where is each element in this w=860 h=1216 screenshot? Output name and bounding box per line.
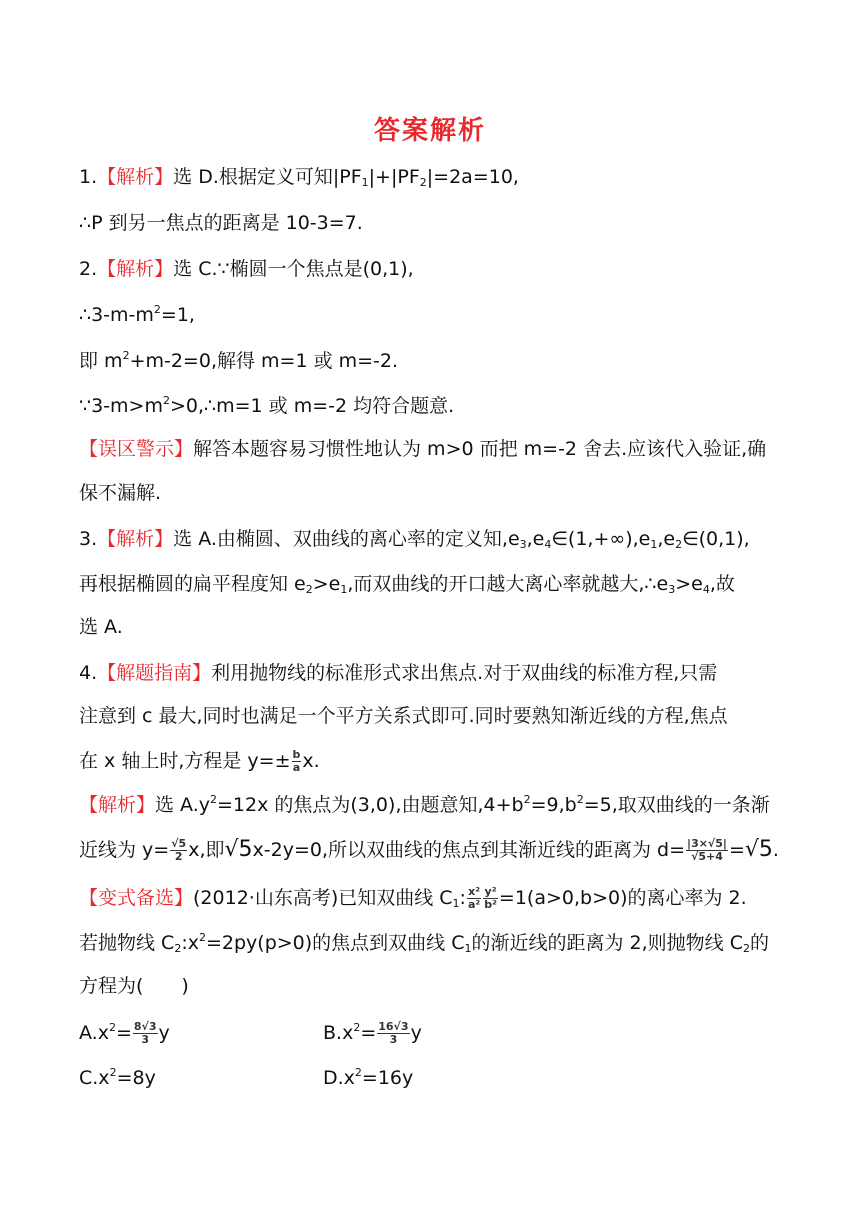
variant-sub: 2 <box>742 942 750 955</box>
q2-line-1 <box>79 256 414 282</box>
option-text: =16y <box>361 1067 414 1089</box>
q3-tag: 【解析】 <box>97 528 174 550</box>
q4-solution-tag: 【解析】 <box>79 794 156 816</box>
fraction-denominator: b² <box>484 898 497 911</box>
option-text: y <box>158 1022 170 1044</box>
variant-line-1 <box>79 885 747 911</box>
q4-sup: 2 <box>523 793 531 806</box>
option-text: = <box>115 1022 132 1044</box>
q2-tag: 【解析】 <box>97 258 174 280</box>
q4-text: = <box>728 839 745 861</box>
q2-line-2 <box>79 302 195 328</box>
q1-number: 1. <box>79 166 98 188</box>
option-b <box>323 1020 422 1046</box>
variant-text: : <box>459 887 466 909</box>
sqrt5: √5 <box>224 837 253 862</box>
q3-number: 3. <box>79 528 98 550</box>
q4-solution-line-1 <box>79 792 770 818</box>
q3-sub: 3 <box>519 538 527 551</box>
q1-sub: 2 <box>419 176 427 189</box>
q1-text: |+|PF <box>368 166 420 188</box>
q2-text: ∴3-m-m <box>79 304 154 326</box>
fraction-distance <box>686 838 728 863</box>
q3-sub: 4 <box>702 583 710 596</box>
option-text: B.x <box>323 1022 354 1044</box>
fraction-b-over-a <box>292 749 302 774</box>
fraction-numerator: x² <box>468 885 481 898</box>
variant-text: =1(a>0,b>0)的离心率为 2. <box>498 887 747 909</box>
fraction-denominator: 3 <box>141 1033 150 1046</box>
q1-text: |=2a=10, <box>426 166 519 188</box>
option-a <box>79 1020 170 1046</box>
q3-text: ,e <box>526 528 545 550</box>
q3-text: ,e <box>657 528 676 550</box>
q4-text: x-2y=0,所以双曲线的焦点到其渐近线的距离为 d= <box>252 839 686 861</box>
q2-text: 选 C.∵椭圆一个焦点是(0,1), <box>173 258 414 280</box>
fraction-denominator: 3 <box>389 1033 398 1046</box>
q1-tag: 【解析】 <box>97 166 174 188</box>
option-sup: 2 <box>108 1021 116 1034</box>
q4-text: . <box>772 839 779 861</box>
q2-text: +m-2=0,解得 m=1 或 m=-2. <box>129 350 399 372</box>
q2-line-3 <box>79 348 398 374</box>
option-sup: 2 <box>109 1066 117 1079</box>
variant-sup: 2 <box>198 931 206 944</box>
option-text: =8y <box>116 1067 156 1089</box>
q4-line-3 <box>79 748 320 774</box>
q2-warning-line-2: 保不漏解. <box>79 482 162 504</box>
q2-sup: 2 <box>162 394 170 407</box>
q1-line-1 <box>79 164 519 190</box>
q3-text: 选 A.由椭圆、双曲线的离心率的定义知,e <box>173 528 520 550</box>
q2-line-4 <box>79 393 454 419</box>
q4-sup: 2 <box>576 793 584 806</box>
q2-sup: 2 <box>122 349 130 362</box>
variant-sub: 1 <box>452 897 460 910</box>
q1-sub: 1 <box>361 176 369 189</box>
option-text: A.x <box>79 1022 109 1044</box>
q4-text: =12x 的焦点为(3,0),由题意知,4+b <box>217 794 524 816</box>
option-text: = <box>360 1022 377 1044</box>
q4-sup: 2 <box>210 793 218 806</box>
warning-text: 解答本题容易习惯性地认为 m>0 而把 m=-2 舍去.应该代入验证,确 <box>193 438 767 460</box>
q4-text: x. <box>302 750 320 772</box>
fraction-numerator: 8√3 <box>133 1020 157 1033</box>
q2-sup: 2 <box>153 303 161 316</box>
q4-text: 在 x 轴上时,方程是 y=± <box>79 750 291 772</box>
warning-tag: 【误区警示】 <box>79 438 194 460</box>
q3-sub: 1 <box>340 583 348 596</box>
q2-text: =1, <box>160 304 195 326</box>
q4-text: =9,b <box>530 794 577 816</box>
fraction-root5-over-2 <box>170 838 187 863</box>
q3-text: ,故 <box>709 573 735 595</box>
q3-text: 再根据椭圆的扁平程度知 e <box>79 573 306 595</box>
q4-text: 利用抛物线的标准形式求出焦点.对于双曲线的标准方程,只需 <box>211 662 718 684</box>
option-text: C.x <box>79 1067 110 1089</box>
option-sup: 2 <box>354 1066 362 1079</box>
q1-text: 选 D.根据定义可知|PF <box>173 166 362 188</box>
fraction-x2-a2 <box>467 886 481 911</box>
option-c <box>79 1065 156 1091</box>
fraction-y2-b2 <box>483 886 498 911</box>
q4-line-1 <box>79 660 717 686</box>
q3-text: >e <box>312 573 341 595</box>
variant-text: :x <box>181 932 199 954</box>
q4-text: 选 A.y <box>155 794 211 816</box>
option-text: D.x <box>323 1067 355 1089</box>
option-d <box>323 1065 413 1091</box>
q2-number: 2. <box>79 258 98 280</box>
q3-text: >e <box>675 573 703 595</box>
q4-text: =5,取双曲线的一条渐 <box>583 794 770 816</box>
fraction-8root3-over-3 <box>133 1021 158 1046</box>
option-sup: 2 <box>353 1021 361 1034</box>
q2-warning-line-1 <box>79 436 766 462</box>
fraction-denominator: a <box>292 761 301 774</box>
fraction-numerator: √5 <box>171 837 187 850</box>
variant-line-3: 方程为( ) <box>79 975 189 997</box>
q2-text: >0,∴m=1 或 m=-2 均符合题意. <box>169 395 455 417</box>
q4-line-2: 注意到 c 最大,同时也满足一个平方关系式即可.同时要熟知渐近线的方程,焦点 <box>79 705 728 727</box>
fraction-numerator: |3×√5| <box>687 837 727 850</box>
q3-line-1 <box>79 526 750 552</box>
fraction-16root3-over-3 <box>377 1021 409 1046</box>
q3-sub: 4 <box>544 538 552 551</box>
variant-sub: 2 <box>174 942 182 955</box>
q4-number: 4. <box>79 662 98 684</box>
fraction-denominator: √5+4 <box>691 850 723 863</box>
q3-sub: 3 <box>668 583 676 596</box>
q4-solution-line-2 <box>79 837 779 863</box>
variant-text: (2012·山东高考)已知双曲线 C <box>193 887 453 909</box>
q4-text: 近线为 y= <box>79 839 170 861</box>
q3-sub: 2 <box>305 583 313 596</box>
q3-sub: 1 <box>650 538 658 551</box>
fraction-numerator: b <box>292 748 301 761</box>
q3-text: ,而双曲线的开口越大离心率就越大,∴e <box>347 573 669 595</box>
page-title: 答案解析 <box>373 116 486 146</box>
variant-text: 若抛物线 C <box>79 932 175 954</box>
q3-line-3: 选 A. <box>79 616 123 638</box>
q1-line-2: ∴P 到另一焦点的距离是 10-3=7. <box>79 212 363 234</box>
option-text: y <box>410 1022 422 1044</box>
variant-text: 的渐近线的距离为 2,则抛物线 C <box>471 932 743 954</box>
variant-text: 的 <box>749 932 769 954</box>
q2-text: ∵3-m>m <box>79 395 163 417</box>
fraction-numerator: 16√3 <box>378 1020 409 1033</box>
variant-line-2 <box>79 930 769 956</box>
variant-text: =2py(p>0)的焦点到双曲线 C <box>205 932 465 954</box>
q4-text: x,即 <box>188 839 225 861</box>
q4-guide-tag: 【解题指南】 <box>97 662 212 684</box>
variant-tag: 【变式备选】 <box>79 887 194 909</box>
q3-text: ∈(0,1), <box>682 528 750 550</box>
q2-text: 即 m <box>79 350 123 372</box>
fraction-numerator: y² <box>484 885 497 898</box>
q3-text: ∈(1,+∞),e <box>551 528 651 550</box>
fraction-denominator: 2 <box>174 850 183 863</box>
q3-line-2 <box>79 571 735 597</box>
variant-sub: 1 <box>464 942 472 955</box>
fraction-denominator: a² <box>467 898 481 911</box>
q3-sub: 2 <box>675 538 683 551</box>
sqrt5: √5 <box>744 837 773 862</box>
